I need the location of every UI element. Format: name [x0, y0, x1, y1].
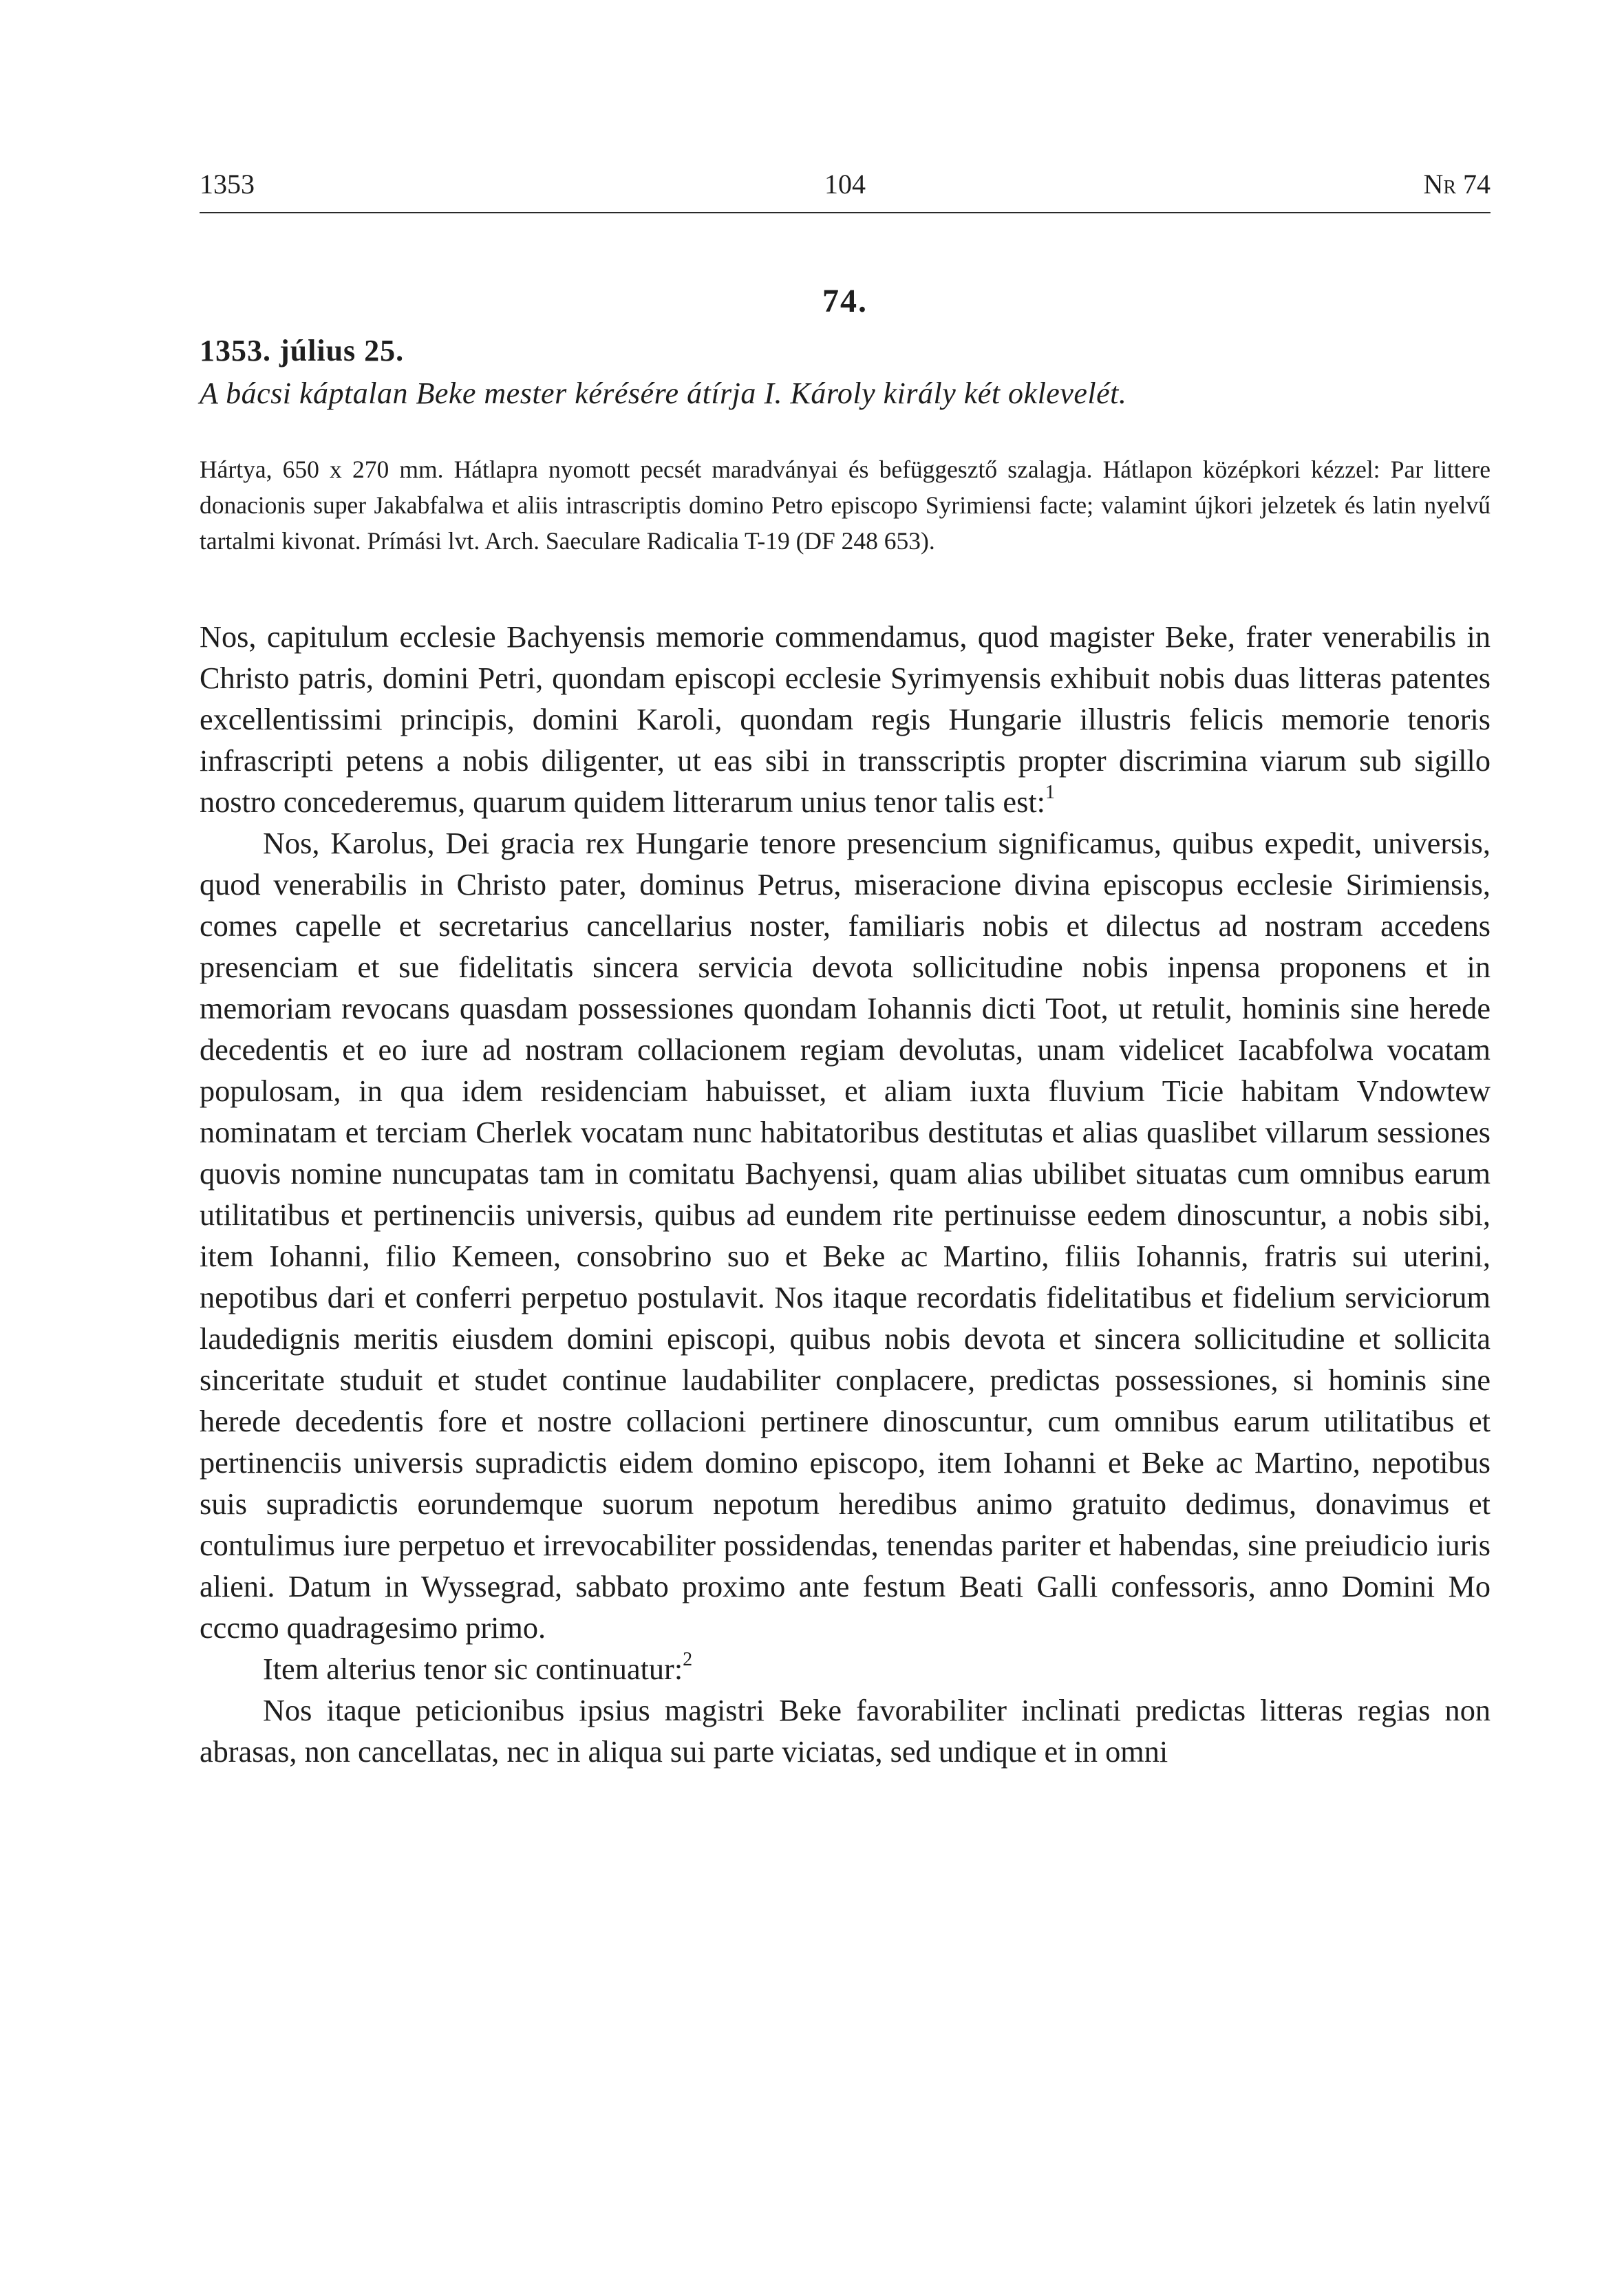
- body-paragraph-text: Nos, capitulum ecclesie Bachyensis memorie commendamus, quod magister Beke, frater venerabilis in Christo patris, domini Petri, quondam episcopi ecclesie Syrimyensis exhibuit nobis duas litteras patentes excellentissimi principis, domini Karoli, quondam regis Hungarie illustris felicis memorie tenoris infrascripti petens a nobis diligenter, ut eas sibi in transscriptis propter discrimina viarum sub sigillo nostro concederemus, quarum quidem litterarum unius tenor talis est:: [200, 620, 1491, 819]
- critical-apparatus: Hártya, 650 x 270 mm. Hátlapra nyomott pecsét maradványai és befüggesztő szalagja. Hátlapon középkori kézzel: Par littere donacionis super Jakabfalwa et aliis intrascriptis domino Petro episcopo Syrimiensi facte; valamint újkori jelzetek és latin nyelvű tartalmi kivonat. Prímási lvt. Arch. Saeculare Radicalia T-19 (DF 248 653).: [200, 456, 1491, 555]
- document-number: 74.: [822, 283, 868, 319]
- footnote-marker: 1: [1045, 782, 1055, 803]
- document-page: [200, 0, 1491, 2271]
- header-year: 1353: [200, 169, 255, 200]
- body-paragraph: [200, 617, 1491, 823]
- body-paragraph-text: Item alterius tenor sic continuatur:: [263, 1652, 683, 1686]
- body-paragraph: [200, 1649, 1491, 1690]
- header-page-number: 104: [824, 169, 866, 200]
- document-body: [200, 617, 1491, 1773]
- body-paragraph: Nos itaque peticionibus ipsius magistri Beke favorabiliter inclinati predictas litteras regias non abrasas, non cancellatas, nec in aliqua sui parte viciatas, sed undique et in omni: [200, 1694, 1491, 1769]
- document-date: 1353. július 25.: [200, 334, 405, 367]
- body-paragraph: Nos, Karolus, Dei gracia rex Hungarie tenore presencium significamus, quibus expedit, universis, quod venerabilis in Christo pater, dominus Petrus, miseracione divina episcopus ecclesie Sirimiensis, comes capelle et secretarius cancellarius noster, familiaris nobis et dilectus ad nostram accedens presenciam et sue fidelitatis sincera servicia devota sollicitudine nobis inpensa proponens et in memoriam revocans quasdam possessiones quondam Iohannis dicti Toot, ut retulit, hominis sine herede decedentis et eo iure ad nostram collacionem regiam devolutas, unam videlicet Iacabfolwa vocatam populosam, in qua idem residenciam habuisset, et aliam iuxta fluvium Ticie habitam Vndowtew nominatam et terciam Cherlek vocatam nunc habitatoribus destitutas et alias quaslibet villarum sessiones quovis nomine nuncupatas tam in comitatu Bachyensi, quam alias ubilibet situatas cum omnibus earum utilitatibus et pertinenciis universis, quibus ad eundem rite pertinuisse eedem dinoscuntur, a nobis sibi, item Iohanni, filio Kemeen, consobrino suo et Beke ac Martino, filiis Iohannis, fratris sui uterini, nepotibus dari et conferri perpetuo postulavit. Nos itaque recordatis fidelitatibus et fidelium serviciorum laudedignis meritis eiusdem domini episcopi, quibus nobis devota et sincera sollicitudine et sollicita sinceritate studuit et studet continue laudabiliter conplacere, predictas possessiones, si hominis sine herede decedentis fore et nostre collacioni pertinere dinoscuntur, cum omnibus earum utilitatibus et pertinenciis universis supradictis eidem domino episcopo, item Iohanni et Beke ac Martino, nepotibus suis supradictis eorundemque suorum nepotum heredibus animo gratuito dedimus, donavimus et contulimus iure perpetuo et irrevocabiliter possidendas, tenendas pariter et habendas, sine preiudicio iuris alieni. Datum in Wyssegrad, sabbato proximo ante festum Beati Galli confessoris, anno Domini Mo cccmo quadragesimo primo.: [200, 827, 1491, 1645]
- document-summary: A bácsi káptalan Beke mester kérésére átírja I. Károly király két oklevelét.: [200, 376, 1127, 410]
- header-doc-ref: Nr 74: [1423, 169, 1491, 200]
- footnote-marker: 2: [683, 1649, 693, 1670]
- running-head: [200, 164, 1491, 205]
- header-rule: [200, 212, 1491, 213]
